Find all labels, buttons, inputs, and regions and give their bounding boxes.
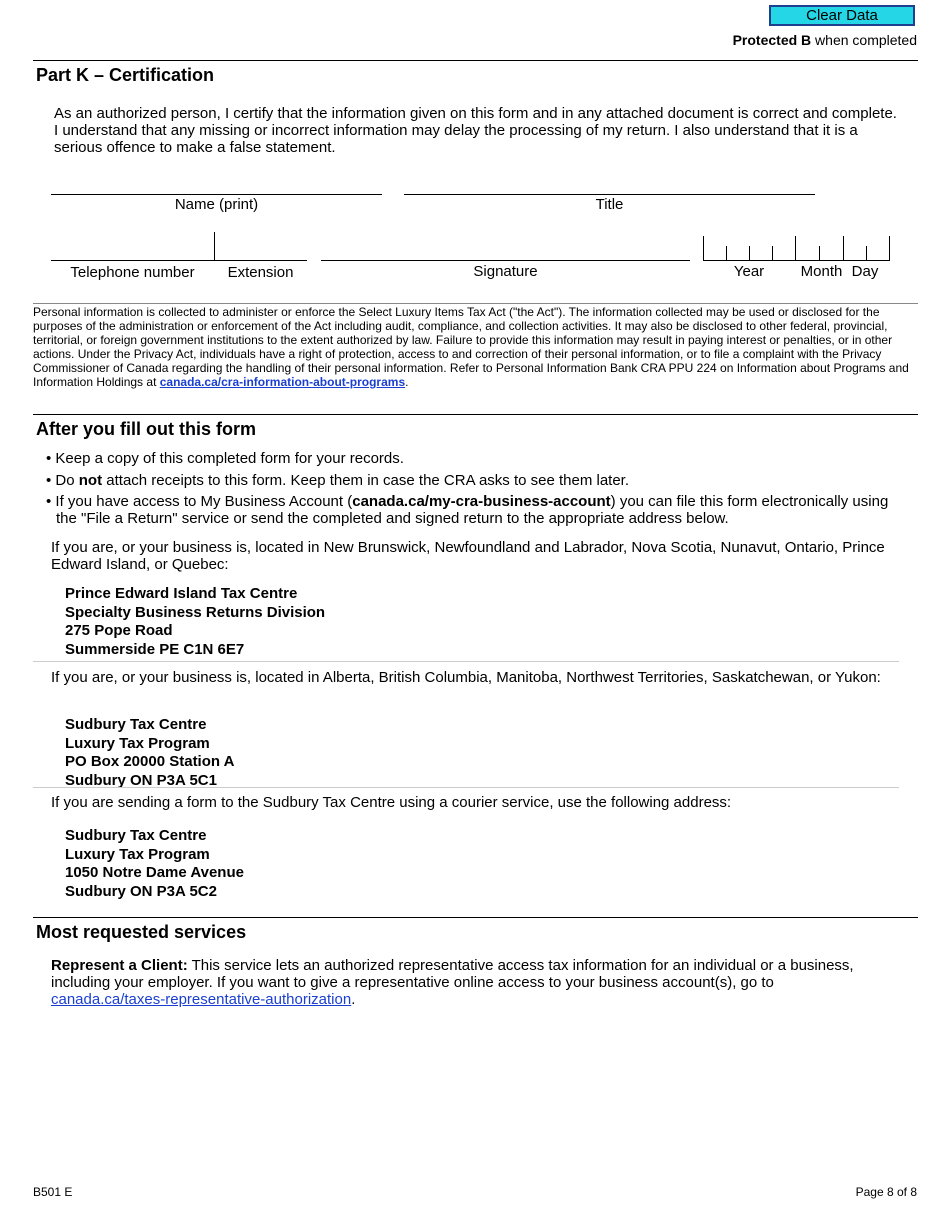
- date-tick: [819, 246, 820, 260]
- east-address: [65, 585, 325, 659]
- address-line: Prince Edward Island Tax Centre: [65, 585, 298, 602]
- protected-b-suffix: when completed: [811, 32, 917, 48]
- page-number: Page 8 of 8: [855, 1185, 917, 1199]
- date-tick: [889, 236, 890, 260]
- bullet-text: attach receipts to this form. Keep them in case the CRA asks to see them later.: [102, 472, 630, 489]
- services-title: Most requested services: [36, 922, 247, 942]
- represent-end: .: [351, 991, 356, 1008]
- address-line: Sudbury Tax Centre: [65, 716, 207, 733]
- east-intro: If you are, or your business is, located in New Brunswick, Newfoundland and Labrador, Nova Scotia, Nunavut, Ontario, Prince Edward Island, or Quebec:: [51, 539, 885, 573]
- month-label: Month: [800, 263, 843, 280]
- part-k-title: Part K – Certification: [36, 65, 215, 85]
- signature-field[interactable]: [321, 260, 690, 261]
- address-line: Luxury Tax Program: [65, 845, 210, 863]
- divider: [33, 60, 918, 61]
- address-line: Sudbury ON P3A 5C2: [65, 882, 217, 900]
- address-line: 1050 Notre Dame Avenue: [65, 864, 244, 881]
- divider: [33, 661, 899, 662]
- address-line: PO Box 20000 Station A: [65, 753, 235, 770]
- protected-b-label: Protected B: [732, 32, 812, 48]
- courier-address: [65, 827, 244, 901]
- date-tick: [749, 246, 750, 260]
- address-line: Specialty Business Returns Division: [65, 603, 326, 621]
- west-intro: If you are, or your business is, located in Alberta, British Columbia, Manitoba, Northwest Territories, Saskatchewan, or Yukon:: [51, 669, 881, 686]
- address-line: 275 Pope Road: [65, 622, 173, 639]
- bullet-bold: not: [78, 472, 103, 489]
- protected-b-notice: [733, 32, 917, 48]
- courier-intro: If you are sending a form to the Sudbury Tax Centre using a courier service, use the following address:: [51, 794, 732, 811]
- represent-client-text: [51, 957, 891, 1008]
- certification-statement: As an authorized person, I certify that the information given on this form and in any attached document is correct and complete. I understand that any missing or incorrect information may delay the processing of my return. I also understand that it is a serious offence to make a false statement.: [54, 105, 897, 156]
- privacy-text: Personal information is collected to administer or enforce the Select Luxury Items Tax Act ("the Act"). The information collected may be used or disclosed for the purposes of the administration or enforcement of the Act including audit, compliance, and collection activities. It may also be disclosed to other federal, provincial, territorial, or foreign government institutions to the extent authorized by law. Failure to provide this information may result in paying interest or penalties, or in other actions. Under the Privacy Act, individuals have a right of protection, access to and correction of their personal information, or to file a complaint with the Privacy Commissioner of Canada regarding the handling of their personal information. Refer to Personal Information Bank CRA PPU 224 on Information about Programs and Information Holdings at: [33, 305, 909, 389]
- divider: [33, 414, 918, 415]
- address-line: Sudbury ON P3A 5C1: [65, 771, 217, 789]
- privacy-notice: [33, 305, 918, 389]
- name-field[interactable]: [51, 194, 382, 195]
- bullet-text: Do: [55, 472, 79, 489]
- list-item: • If you have access to My Business Account (canada.ca/my-cra-business-account) you can file this form electronically using the "File a Return" service or send the completed and signed return to the appropriate address below.: [46, 493, 889, 527]
- privacy-link[interactable]: canada.ca/cra-information-about-programs: [159, 375, 406, 389]
- form-id: B501 E: [33, 1185, 73, 1199]
- divider: [33, 917, 918, 918]
- date-tick: [795, 236, 796, 260]
- title-field[interactable]: [404, 194, 815, 195]
- address-line: Sudbury Tax Centre: [65, 827, 207, 844]
- bullet-text: If you have access to My Business Account (: [55, 493, 353, 510]
- title-label: Title: [595, 196, 624, 213]
- clear-data-button[interactable]: Clear Data: [769, 5, 915, 26]
- telephone-label: Telephone number: [70, 264, 195, 281]
- bullet-text: ) you can file this form electronically using the "File a Return" service or send the completed and signed return to the appropriate address below.: [56, 493, 889, 527]
- date-tick: [843, 236, 844, 260]
- bullet-text: Keep a copy of this completed form for your records.: [55, 450, 404, 467]
- field-separator: [214, 232, 215, 260]
- day-label: Day: [851, 263, 879, 280]
- extension-field[interactable]: [214, 260, 307, 261]
- telephone-field[interactable]: [51, 260, 214, 261]
- represent-desc: This service lets an authorized representative access tax information for an individual or a business, including your employer. If you want to give a representative online access to your business account(s), go to: [51, 957, 854, 991]
- after-title: After you fill out this form: [36, 419, 256, 439]
- address-line: Luxury Tax Program: [65, 734, 210, 752]
- date-tick: [866, 246, 867, 260]
- business-account-link[interactable]: canada.ca/my-cra-business-account: [352, 493, 611, 510]
- signature-label: Signature: [473, 263, 538, 280]
- represent-label: Represent a Client:: [51, 957, 188, 974]
- name-label: Name (print): [174, 196, 259, 213]
- representative-authorization-link[interactable]: canada.ca/taxes-representative-authorization: [51, 991, 352, 1008]
- year-label: Year: [733, 263, 765, 280]
- date-tick: [703, 236, 704, 260]
- extension-label: Extension: [227, 264, 294, 281]
- west-address: [65, 716, 235, 790]
- date-tick: [772, 246, 773, 260]
- divider: [33, 787, 899, 788]
- date-tick: [726, 246, 727, 260]
- list-item: • Keep a copy of this completed form for your records.: [46, 450, 404, 467]
- address-line: Summerside PE C1N 6E7: [65, 640, 245, 658]
- divider: [33, 303, 918, 304]
- list-item: • Do not attach receipts to this form. Keep them in case the CRA asks to see them later.: [46, 472, 630, 489]
- privacy-end: .: [405, 375, 409, 389]
- date-field[interactable]: [703, 260, 890, 261]
